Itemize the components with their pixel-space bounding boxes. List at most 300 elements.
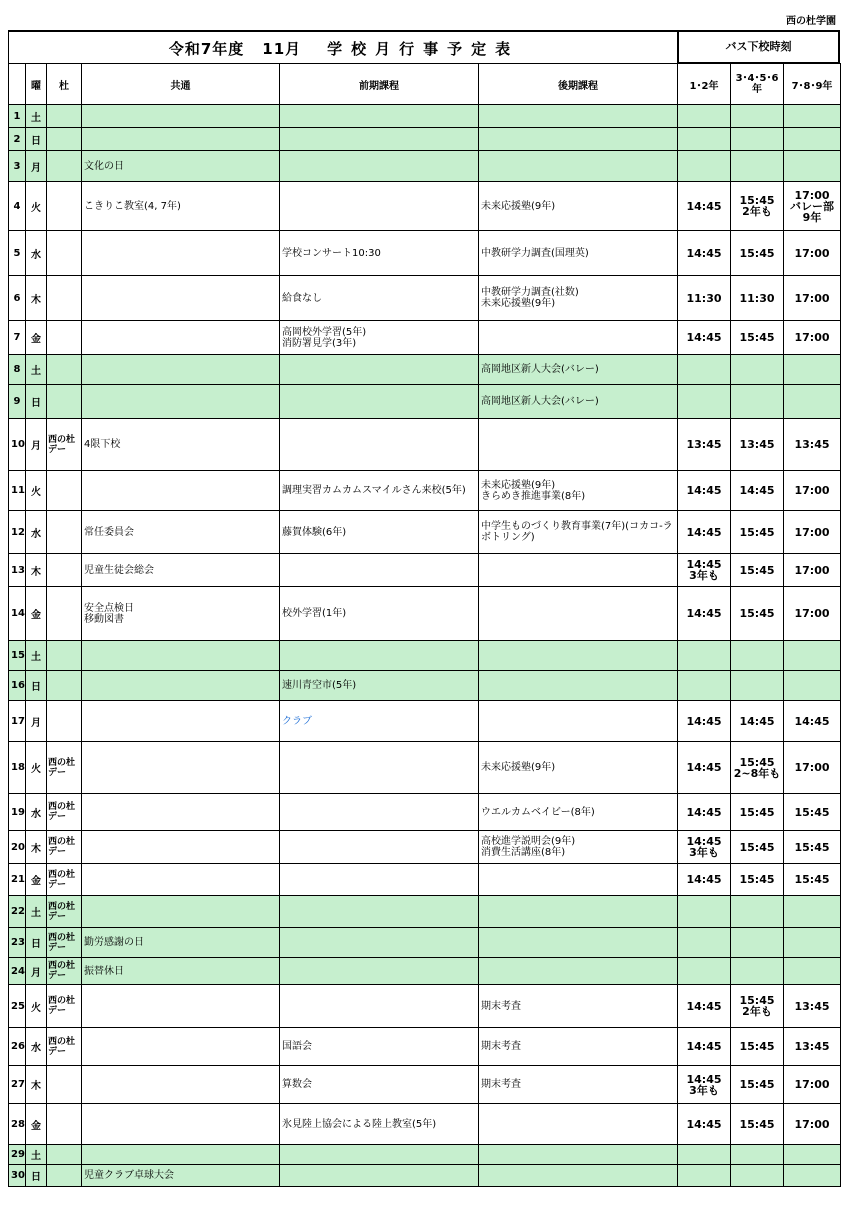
day-cell: 10 bbox=[9, 419, 26, 471]
table-row bbox=[9, 355, 841, 385]
common-cell bbox=[82, 231, 280, 276]
weekday-cell: 水 bbox=[26, 231, 47, 276]
bus-7-9-cell bbox=[784, 385, 841, 419]
day-cell: 9 bbox=[9, 385, 26, 419]
bus-7-9-cell: 17:00 bbox=[784, 587, 841, 641]
table-row bbox=[9, 1066, 841, 1104]
early-cell: 国語会 bbox=[280, 1028, 479, 1066]
bus-3-6-cell: 15:45 bbox=[731, 1028, 784, 1066]
bus-1-2-cell bbox=[678, 128, 731, 151]
bus-3-6-cell: 15:45 bbox=[731, 587, 784, 641]
bus-3-6-cell: 15:45 bbox=[731, 1066, 784, 1104]
weekday-cell: 火 bbox=[26, 471, 47, 511]
bus-3-6-cell bbox=[731, 128, 784, 151]
weekday-cell: 金 bbox=[26, 321, 47, 355]
bus-3-6-cell bbox=[731, 928, 784, 958]
early-cell bbox=[280, 831, 479, 864]
late-cell: ウエルカムベイビー(8年) bbox=[479, 794, 678, 831]
day-cell: 12 bbox=[9, 511, 26, 554]
bus-7-9-cell: 17:00 bbox=[784, 471, 841, 511]
title-name: 学校月行事予定表 bbox=[327, 40, 520, 58]
weekday-cell: 水 bbox=[26, 794, 47, 831]
col-weekday: 曜 bbox=[26, 64, 47, 105]
bus-3-6-cell: 15:45 bbox=[731, 231, 784, 276]
bus-7-9-cell bbox=[784, 1165, 841, 1187]
bus-7-9-cell bbox=[784, 641, 841, 671]
weekday-cell: 水 bbox=[26, 511, 47, 554]
table-row bbox=[9, 419, 841, 471]
day-cell: 14 bbox=[9, 587, 26, 641]
bus-1-2-cell: 14:45 3年も bbox=[678, 1066, 731, 1104]
day-cell: 6 bbox=[9, 276, 26, 321]
table-row bbox=[9, 985, 841, 1028]
early-cell bbox=[280, 794, 479, 831]
bus-1-2-cell: 13:45 bbox=[678, 419, 731, 471]
day-cell: 16 bbox=[9, 671, 26, 701]
bus-3-6-cell: 11:30 bbox=[731, 276, 784, 321]
weekday-cell: 月 bbox=[26, 419, 47, 471]
bus-1-2-cell: 14:45 bbox=[678, 701, 731, 742]
common-cell: 児童生徒会総会 bbox=[82, 554, 280, 587]
early-cell bbox=[280, 864, 479, 896]
late-cell bbox=[479, 419, 678, 471]
bus-3-6-cell: 15:45 bbox=[731, 554, 784, 587]
table-row bbox=[9, 231, 841, 276]
bus-3-6-cell: 15:45 bbox=[731, 321, 784, 355]
table-row bbox=[9, 385, 841, 419]
bus-7-9-cell: 15:45 bbox=[784, 794, 841, 831]
bus-7-9-cell: 17:00 bbox=[784, 511, 841, 554]
bus-3-6-cell: 15:45 2年も bbox=[731, 182, 784, 231]
table-row bbox=[9, 928, 841, 958]
day-cell: 17 bbox=[9, 701, 26, 742]
weekday-cell: 火 bbox=[26, 182, 47, 231]
bus-1-2-cell: 14:45 bbox=[678, 321, 731, 355]
day-cell: 3 bbox=[9, 151, 26, 182]
day-cell: 7 bbox=[9, 321, 26, 355]
bus-7-9-cell: 17:00 bbox=[784, 1104, 841, 1145]
col-day bbox=[9, 64, 26, 105]
late-cell bbox=[479, 671, 678, 701]
late-cell bbox=[479, 864, 678, 896]
weekday-cell: 木 bbox=[26, 554, 47, 587]
weekday-cell: 土 bbox=[26, 896, 47, 928]
bus-1-2-cell: 14:45 bbox=[678, 511, 731, 554]
bus-7-9-cell: 17:00 bbox=[784, 742, 841, 794]
common-cell bbox=[82, 831, 280, 864]
bus-7-9-cell: 13:45 bbox=[784, 1028, 841, 1066]
title-year: 令和7年度 bbox=[168, 40, 245, 58]
mori-cell: 西の杜 デー bbox=[47, 1028, 82, 1066]
early-cell bbox=[280, 151, 479, 182]
early-cell bbox=[280, 105, 479, 128]
col-bus-7-9: 7･8･9年 bbox=[784, 64, 841, 105]
table-row bbox=[9, 321, 841, 355]
early-cell bbox=[280, 554, 479, 587]
common-cell: 4限下校 bbox=[82, 419, 280, 471]
table-row bbox=[9, 1028, 841, 1066]
common-cell bbox=[82, 794, 280, 831]
late-cell bbox=[479, 151, 678, 182]
common-cell bbox=[82, 276, 280, 321]
mori-cell bbox=[47, 321, 82, 355]
early-cell: 藤賀体験(6年) bbox=[280, 511, 479, 554]
early-cell: 氷見陸上協会による陸上教室(5年) bbox=[280, 1104, 479, 1145]
bus-3-6-cell: 15:45 2~8年も bbox=[731, 742, 784, 794]
bus-1-2-cell: 14:45 bbox=[678, 742, 731, 794]
bus-7-9-cell: 17:00 bbox=[784, 276, 841, 321]
day-cell: 28 bbox=[9, 1104, 26, 1145]
bus-7-9-cell bbox=[784, 671, 841, 701]
weekday-cell: 土 bbox=[26, 641, 47, 671]
day-cell: 23 bbox=[9, 928, 26, 958]
bus-1-2-cell bbox=[678, 385, 731, 419]
common-cell bbox=[82, 1028, 280, 1066]
table-row bbox=[9, 128, 841, 151]
bus-3-6-cell: 14:45 bbox=[731, 471, 784, 511]
day-cell: 4 bbox=[9, 182, 26, 231]
bus-1-2-cell bbox=[678, 671, 731, 701]
common-cell bbox=[82, 128, 280, 151]
bus-1-2-cell bbox=[678, 896, 731, 928]
late-cell bbox=[479, 128, 678, 151]
bus-3-6-cell: 15:45 2年も bbox=[731, 985, 784, 1028]
table-row bbox=[9, 958, 841, 985]
day-cell: 24 bbox=[9, 958, 26, 985]
weekday-cell: 木 bbox=[26, 276, 47, 321]
bus-1-2-cell bbox=[678, 151, 731, 182]
mori-cell: 西の杜 デー bbox=[47, 896, 82, 928]
common-cell bbox=[82, 105, 280, 128]
table-row bbox=[9, 671, 841, 701]
early-cell bbox=[280, 128, 479, 151]
common-cell bbox=[82, 985, 280, 1028]
common-cell bbox=[82, 701, 280, 742]
common-cell bbox=[82, 742, 280, 794]
title-month: 11月 bbox=[262, 40, 302, 58]
early-cell: 調理実習カムカムスマイルさん来校(5年) bbox=[280, 471, 479, 511]
school-name: 西の杜学園 bbox=[786, 16, 836, 27]
common-cell: 文化の日 bbox=[82, 151, 280, 182]
late-cell: 期末考査 bbox=[479, 1066, 678, 1104]
day-cell: 1 bbox=[9, 105, 26, 128]
bus-3-6-cell: 14:45 bbox=[731, 701, 784, 742]
day-cell: 13 bbox=[9, 554, 26, 587]
mori-cell bbox=[47, 1104, 82, 1145]
bus-7-9-cell: 17:00 bbox=[784, 231, 841, 276]
bus-1-2-cell: 14:45 bbox=[678, 864, 731, 896]
bus-1-2-cell bbox=[678, 958, 731, 985]
bus-7-9-cell: 17:00 バレー部 9年 bbox=[784, 182, 841, 231]
mori-cell bbox=[47, 671, 82, 701]
day-cell: 18 bbox=[9, 742, 26, 794]
mori-cell bbox=[47, 641, 82, 671]
page-title bbox=[9, 38, 679, 59]
late-cell: 未来応援塾(9年) bbox=[479, 742, 678, 794]
mori-cell bbox=[47, 511, 82, 554]
bus-1-2-cell: 14:45 bbox=[678, 1104, 731, 1145]
common-cell: 振替休日 bbox=[82, 958, 280, 985]
late-cell: 期末考査 bbox=[479, 985, 678, 1028]
common-cell bbox=[82, 355, 280, 385]
late-cell bbox=[479, 896, 678, 928]
weekday-cell: 日 bbox=[26, 385, 47, 419]
common-cell bbox=[82, 385, 280, 419]
bus-1-2-cell: 11:30 bbox=[678, 276, 731, 321]
early-cell: 高岡校外学習(5年) 消防署見学(3年) bbox=[280, 321, 479, 355]
weekday-cell: 金 bbox=[26, 1104, 47, 1145]
late-cell bbox=[479, 928, 678, 958]
bus-7-9-cell bbox=[784, 151, 841, 182]
bus-1-2-cell: 14:45 bbox=[678, 794, 731, 831]
early-cell: 給食なし bbox=[280, 276, 479, 321]
bus-3-6-cell bbox=[731, 355, 784, 385]
bus-7-9-cell bbox=[784, 105, 841, 128]
mori-cell: 西の杜 デー bbox=[47, 794, 82, 831]
late-cell bbox=[479, 641, 678, 671]
late-cell bbox=[479, 958, 678, 985]
late-cell bbox=[479, 587, 678, 641]
bus-3-6-cell bbox=[731, 385, 784, 419]
early-cell: 速川青空市(5年) bbox=[280, 671, 479, 701]
late-cell bbox=[479, 321, 678, 355]
mori-cell: 西の杜 デー bbox=[47, 928, 82, 958]
late-cell bbox=[479, 1165, 678, 1187]
weekday-cell: 日 bbox=[26, 928, 47, 958]
weekday-cell: 土 bbox=[26, 1145, 47, 1165]
table-row bbox=[9, 511, 841, 554]
table-row bbox=[9, 864, 841, 896]
col-mori: 杜 bbox=[47, 64, 82, 105]
bus-1-2-cell: 14:45 bbox=[678, 985, 731, 1028]
common-cell bbox=[82, 671, 280, 701]
late-cell: 高校進学説明会(9年) 消費生活講座(8年) bbox=[479, 831, 678, 864]
bus-7-9-cell: 15:45 bbox=[784, 831, 841, 864]
bus-7-9-cell: 17:00 bbox=[784, 321, 841, 355]
early-cell bbox=[280, 958, 479, 985]
weekday-cell: 月 bbox=[26, 958, 47, 985]
day-cell: 11 bbox=[9, 471, 26, 511]
common-cell bbox=[82, 864, 280, 896]
day-cell: 27 bbox=[9, 1066, 26, 1104]
weekday-cell: 水 bbox=[26, 1028, 47, 1066]
table-row bbox=[9, 701, 841, 742]
weekday-cell: 金 bbox=[26, 587, 47, 641]
weekday-cell: 土 bbox=[26, 355, 47, 385]
col-bus-1-2: 1･2年 bbox=[678, 64, 731, 105]
bus-1-2-cell: 14:45 bbox=[678, 182, 731, 231]
schedule-table bbox=[8, 63, 841, 1187]
mori-cell bbox=[47, 355, 82, 385]
table-row bbox=[9, 182, 841, 231]
late-cell bbox=[479, 1145, 678, 1165]
weekday-cell: 月 bbox=[26, 151, 47, 182]
bus-3-6-cell: 15:45 bbox=[731, 1104, 784, 1145]
day-cell: 29 bbox=[9, 1145, 26, 1165]
common-cell bbox=[82, 896, 280, 928]
mori-cell bbox=[47, 554, 82, 587]
bus-header: バス下校時刻 bbox=[677, 30, 840, 63]
late-cell: 中教研学力調査(社数) 未来応援塾(9年) bbox=[479, 276, 678, 321]
mori-cell: 西の杜 デー bbox=[47, 958, 82, 985]
bus-1-2-cell bbox=[678, 1145, 731, 1165]
early-cell bbox=[280, 355, 479, 385]
early-cell bbox=[280, 742, 479, 794]
mori-cell bbox=[47, 587, 82, 641]
common-cell: 常任委員会 bbox=[82, 511, 280, 554]
day-cell: 22 bbox=[9, 896, 26, 928]
late-cell bbox=[479, 105, 678, 128]
early-cell: 学校コンサート10:30 bbox=[280, 231, 479, 276]
early-cell bbox=[280, 1165, 479, 1187]
table-row bbox=[9, 276, 841, 321]
bus-3-6-cell: 13:45 bbox=[731, 419, 784, 471]
header-row bbox=[9, 64, 841, 105]
day-cell: 21 bbox=[9, 864, 26, 896]
weekday-cell: 土 bbox=[26, 105, 47, 128]
late-cell: 未来応援塾(9年) bbox=[479, 182, 678, 231]
day-cell: 15 bbox=[9, 641, 26, 671]
bus-7-9-cell: 13:45 bbox=[784, 985, 841, 1028]
mori-cell bbox=[47, 151, 82, 182]
late-cell: 期末考査 bbox=[479, 1028, 678, 1066]
early-cell bbox=[280, 1145, 479, 1165]
common-cell: こきりこ教室(4, 7年) bbox=[82, 182, 280, 231]
table-row bbox=[9, 896, 841, 928]
bus-1-2-cell: 14:45 bbox=[678, 471, 731, 511]
early-cell bbox=[280, 985, 479, 1028]
day-cell: 25 bbox=[9, 985, 26, 1028]
weekday-cell: 日 bbox=[26, 671, 47, 701]
common-cell bbox=[82, 641, 280, 671]
common-cell: 児童クラブ卓球大会 bbox=[82, 1165, 280, 1187]
table-row bbox=[9, 105, 841, 128]
common-cell bbox=[82, 321, 280, 355]
col-bus-3-6: 3･4･5･6 年 bbox=[731, 64, 784, 105]
common-cell bbox=[82, 1104, 280, 1145]
early-cell: 算数会 bbox=[280, 1066, 479, 1104]
late-cell: 中学生ものづくり教育事業(7年)(コカコ-ラボトリング) bbox=[479, 511, 678, 554]
mori-cell bbox=[47, 1145, 82, 1165]
bus-3-6-cell bbox=[731, 1165, 784, 1187]
bus-7-9-cell: 17:00 bbox=[784, 1066, 841, 1104]
title-row bbox=[8, 30, 840, 63]
common-cell bbox=[82, 1145, 280, 1165]
bus-7-9-cell bbox=[784, 355, 841, 385]
mori-cell bbox=[47, 105, 82, 128]
bus-7-9-cell bbox=[784, 896, 841, 928]
mori-cell bbox=[47, 182, 82, 231]
late-cell bbox=[479, 554, 678, 587]
day-cell: 8 bbox=[9, 355, 26, 385]
bus-3-6-cell bbox=[731, 105, 784, 128]
early-cell: 校外学習(1年) bbox=[280, 587, 479, 641]
table-row bbox=[9, 641, 841, 671]
early-cell bbox=[280, 182, 479, 231]
weekday-cell: 火 bbox=[26, 985, 47, 1028]
mori-cell bbox=[47, 1066, 82, 1104]
bus-3-6-cell: 15:45 bbox=[731, 831, 784, 864]
mori-cell bbox=[47, 471, 82, 511]
weekday-cell: 金 bbox=[26, 864, 47, 896]
bus-1-2-cell bbox=[678, 105, 731, 128]
common-cell: 勤労感謝の日 bbox=[82, 928, 280, 958]
bus-7-9-cell bbox=[784, 958, 841, 985]
bus-3-6-cell bbox=[731, 958, 784, 985]
day-cell: 2 bbox=[9, 128, 26, 151]
day-cell: 5 bbox=[9, 231, 26, 276]
bus-1-2-cell bbox=[678, 1165, 731, 1187]
bus-3-6-cell bbox=[731, 151, 784, 182]
early-cell bbox=[280, 641, 479, 671]
bus-1-2-cell bbox=[678, 928, 731, 958]
table-row bbox=[9, 554, 841, 587]
early-cell bbox=[280, 896, 479, 928]
late-cell bbox=[479, 1104, 678, 1145]
bus-1-2-cell: 14:45 3年も bbox=[678, 831, 731, 864]
common-cell bbox=[82, 471, 280, 511]
bus-3-6-cell: 15:45 bbox=[731, 794, 784, 831]
bus-1-2-cell: 14:45 3年も bbox=[678, 554, 731, 587]
bus-3-6-cell bbox=[731, 896, 784, 928]
bus-7-9-cell bbox=[784, 928, 841, 958]
day-cell: 19 bbox=[9, 794, 26, 831]
day-cell: 20 bbox=[9, 831, 26, 864]
bus-1-2-cell: 14:45 bbox=[678, 587, 731, 641]
bus-1-2-cell bbox=[678, 355, 731, 385]
bus-3-6-cell bbox=[731, 671, 784, 701]
common-cell bbox=[82, 1066, 280, 1104]
table-row bbox=[9, 471, 841, 511]
table-row bbox=[9, 831, 841, 864]
mori-cell bbox=[47, 1165, 82, 1187]
weekday-cell: 日 bbox=[26, 1165, 47, 1187]
late-cell: 高岡地区新人大会(バレー) bbox=[479, 385, 678, 419]
mori-cell bbox=[47, 128, 82, 151]
early-cell bbox=[280, 385, 479, 419]
bus-1-2-cell: 14:45 bbox=[678, 1028, 731, 1066]
table-row bbox=[9, 794, 841, 831]
col-common: 共通 bbox=[82, 64, 280, 105]
weekday-cell: 日 bbox=[26, 128, 47, 151]
mori-cell bbox=[47, 385, 82, 419]
early-cell bbox=[280, 419, 479, 471]
mori-cell: 西の杜 デー bbox=[47, 831, 82, 864]
table-row bbox=[9, 742, 841, 794]
bus-3-6-cell: 15:45 bbox=[731, 864, 784, 896]
bus-7-9-cell: 15:45 bbox=[784, 864, 841, 896]
bus-3-6-cell bbox=[731, 641, 784, 671]
bus-7-9-cell: 13:45 bbox=[784, 419, 841, 471]
table-row bbox=[9, 1145, 841, 1165]
table-row bbox=[9, 587, 841, 641]
col-late: 後期課程 bbox=[479, 64, 678, 105]
late-cell: 未来応援塾(9年) きらめき推進事業(8年) bbox=[479, 471, 678, 511]
mori-cell: 西の杜 デー bbox=[47, 985, 82, 1028]
early-cell bbox=[280, 928, 479, 958]
late-cell bbox=[479, 701, 678, 742]
mori-cell bbox=[47, 276, 82, 321]
late-cell: 高岡地区新人大会(バレー) bbox=[479, 355, 678, 385]
bus-3-6-cell bbox=[731, 1145, 784, 1165]
weekday-cell: 火 bbox=[26, 742, 47, 794]
weekday-cell: 月 bbox=[26, 701, 47, 742]
early-cell: クラブ bbox=[280, 701, 479, 742]
bus-3-6-cell: 15:45 bbox=[731, 511, 784, 554]
bus-7-9-cell: 17:00 bbox=[784, 554, 841, 587]
table-row bbox=[9, 151, 841, 182]
bus-1-2-cell bbox=[678, 641, 731, 671]
